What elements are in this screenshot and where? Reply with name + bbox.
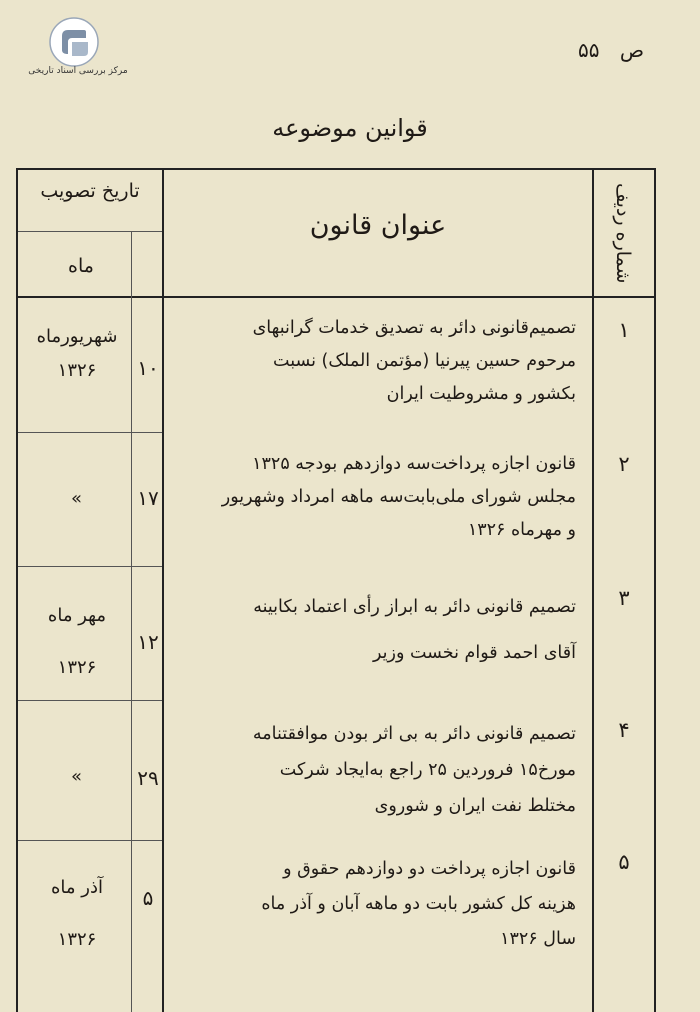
row-number: ۱ [618,318,630,342]
row-number: ۲ [618,452,630,476]
law-title-line: بکشور و مشروطیت ایران [386,384,576,404]
header-bottom-border [16,296,656,298]
approval-month-line: آذر ماه [51,877,103,898]
row-divider-1 [18,432,162,433]
row-number: ۴ [618,718,630,742]
law-title-line: مجلس شورای ملی‌بابت‌سه ماهه امرداد وشهریور [221,487,576,507]
row-divider-4 [18,840,162,841]
header-month: ماه [68,255,94,277]
ditto-mark: » [70,766,83,787]
law-title-line: سال ۱۳۲۶ [500,929,576,949]
law-title-line: هزینه کل کشور بابت دو ماهه آبان و آذر ماه [261,894,576,914]
date-subheader-divider [18,231,162,232]
approval-year-line: ۱۳۲۶ [57,929,97,950]
header-row-number-label: شماره ردیف [612,182,634,284]
approval-day: ۲۹ [137,766,159,790]
approval-year-line: ۱۳۲۶ [57,657,97,678]
law-title-cell [166,852,576,957]
row-number: ۳ [618,586,630,610]
approval-month [22,482,132,516]
law-title-line: مرحوم حسین پیرنیا (مؤتمن الملک) نسبت [273,351,576,371]
law-title-line: آقای احمد قوام نخست وزیر [373,643,576,663]
row-divider-3 [18,700,162,701]
table-left-border [16,168,18,1012]
ditto-mark: » [70,488,83,509]
law-title-cell [166,312,576,411]
law-title-cell [166,584,576,676]
page-number-value: ۵۵ [577,38,600,62]
approval-year-line: ۱۳۲۶ [57,360,97,381]
law-title-line: مختلط نفت ایران و شوروی [374,796,576,816]
approval-month [22,760,132,794]
page-number [578,38,644,62]
law-title-line: تصمیم قانونی دائر به بی اثر بودن موافقتنامه [252,724,576,744]
law-title-line: مورخ۱۵ فروردین ۲۵ راجع به‌ایجاد شرکت [279,760,576,780]
header-law-title: عنوان قانون [309,210,447,241]
approval-day: ۱۰ [137,356,159,380]
table-right-border [654,168,656,1012]
law-title-line: تصمیم‌قانونی دائر به تصدیق خدمات گرانبهای [252,318,576,338]
law-title-cell [166,448,576,547]
approval-month [22,320,132,388]
row-number: ۵ [618,850,630,874]
law-title-cell [166,716,576,824]
watermark-caption: مرکز بررسی اسناد تاریخی [28,66,128,76]
table-top-border [16,168,656,170]
document-archive-logo-icon [48,16,100,68]
approval-month [22,590,132,694]
approval-day: ۱۷ [137,486,159,510]
approval-month [22,862,132,966]
law-title-line: قانون اجازه پرداخت‌سه دوازدهم بودجه ۱۳۲۵ [252,454,576,474]
law-title-line: قانون اجازه پرداخت دو دوازدهم حقوق و [283,859,576,879]
document-title: قوانین موضوعه [272,114,428,142]
approval-month-line: شهریورماه [36,326,118,347]
law-title-line: تصمیم قانونی دائر به ابراز رأی اعتماد بکابینه [253,597,576,617]
approval-day: ۵ [142,886,154,910]
header-row-number [592,170,654,296]
header-approval-date: تاریخ تصویب [40,180,140,202]
page-number-prefix: ص [619,38,644,62]
approval-month-line: مهر ماه [47,605,107,626]
row-divider-2 [18,566,162,567]
law-title-line: و مهرماه ۱۳۲۶ [467,520,576,540]
approval-day: ۱۲ [137,630,159,654]
